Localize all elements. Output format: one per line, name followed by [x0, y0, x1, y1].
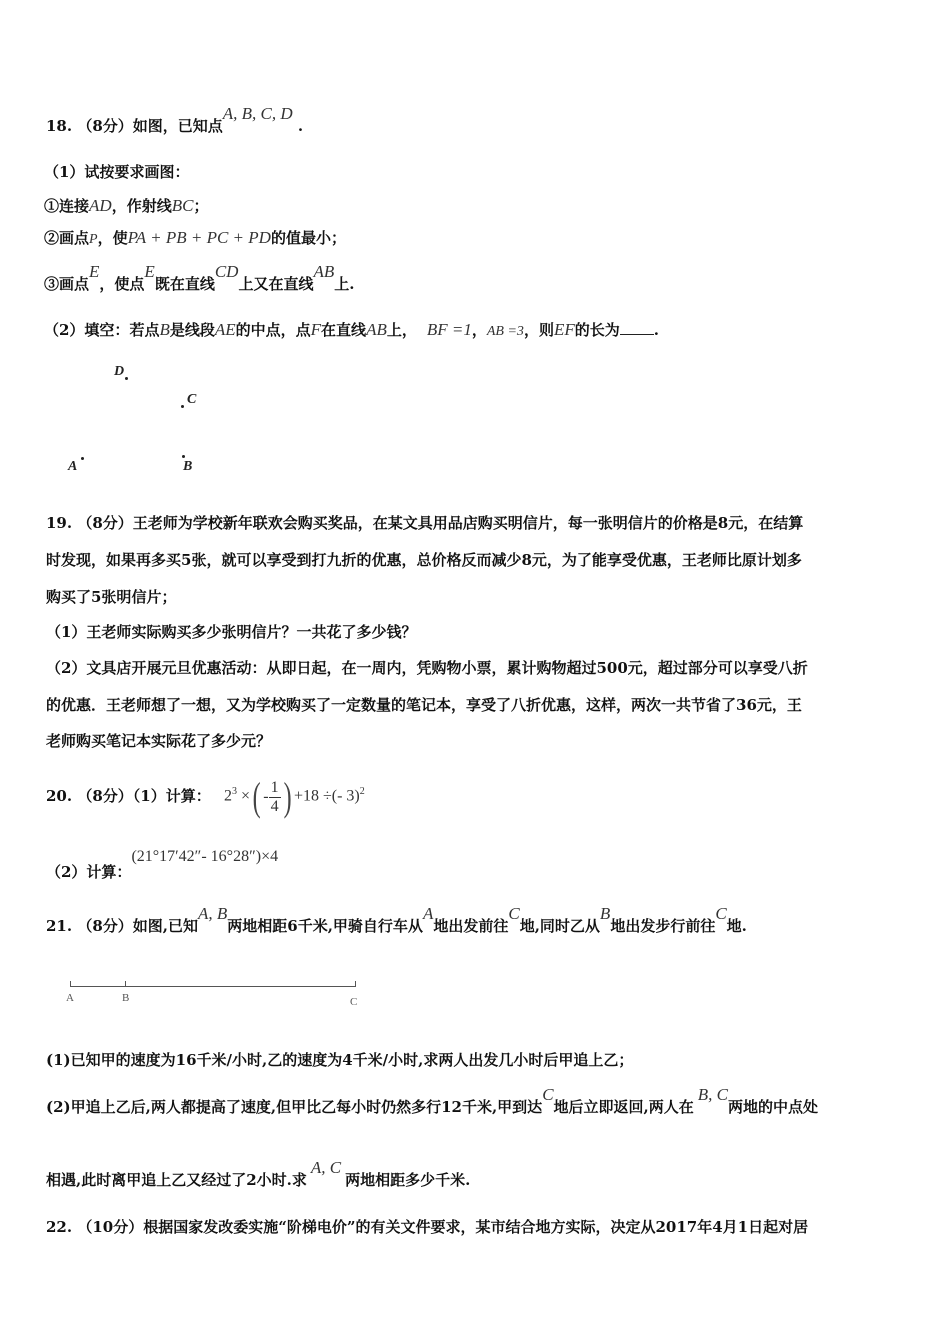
- point-a-label: A: [68, 459, 78, 474]
- q20-expression: $2^3$ ×( - $\frac{1}{4}$ ) +18 ÷(- 3)$^2$: [223, 774, 365, 819]
- label-a: A: [66, 992, 74, 1004]
- q18-part2: （2）填空：若点B是线段AE的中点，点F在直线AB上， BF =1，AB =3，则EF的长为 .: [44, 320, 659, 339]
- point-d-label: D: [114, 364, 125, 379]
- q21-part2-line1: (2)甲追上乙后,两人都提高了速度,但甲比乙每小时仍然多行12千米,甲到达C地后立即返回,两人在B, C两地的中点处: [46, 1085, 819, 1116]
- q18-part1-title: （1）试按要求画图：: [44, 163, 190, 181]
- answer-blank: [620, 320, 654, 335]
- right-paren: ): [283, 774, 292, 819]
- q20-part2: （2）计算：(21°17′42″- 16°28″)×4: [46, 848, 279, 881]
- q21-header: 21. （8分）如图,已知A, B两地相距6千米,甲骑自行车从A地出发前往C地,同时乙从B地出发步行前往C地.: [46, 904, 747, 935]
- point-c-dot: [181, 405, 184, 408]
- label-b: B: [122, 992, 130, 1004]
- label-c: C: [350, 996, 358, 1008]
- tick-a: [70, 981, 71, 987]
- tick-b: [125, 981, 126, 987]
- q19-part2-line2: 的优惠．王老师想了一想，又为学校购买了一定数量的笔记本，享受了八折优惠，这样，两次一共节省了36元，王: [46, 696, 802, 714]
- point-a-dot: [81, 457, 84, 460]
- q19-part2-line1: （2）文具店开展元旦优惠活动：从即日起，在一周内，凭购物小票，累计购物超过500元，超过部分可以享受八折: [46, 659, 808, 677]
- q18-step1: ①连接AD，作射线BC；: [44, 196, 209, 215]
- left-paren: (: [252, 774, 261, 819]
- point-b-dot: [182, 455, 185, 458]
- q19-line2: 时发现，如果再多买5张，就可以享受到打九折的优惠，总价格反而减少8元，为了能享受优惠，王老师比原计划多: [46, 551, 802, 569]
- q20-part1: 20. （8分）（1）计算： $2^3$ ×( - $\frac{1}{4}$ ) +18 ÷(- 3)$^2$: [46, 774, 365, 819]
- q18-step3: ③画点E，使点E既在直线CD上又在直线AB上.: [44, 262, 355, 293]
- point-b-label: B: [183, 459, 193, 474]
- segment-line: [70, 986, 356, 987]
- point-c-label: C: [187, 392, 197, 407]
- q18-step2: ②画点P，使PA + PB + PC + PD的值最小；: [44, 228, 346, 247]
- q21-part1: (1)已知甲的速度为16千米/小时,乙的速度为4千米/小时,求两人出发几小时后甲追上乙；: [46, 1051, 634, 1069]
- q18-points-math: A, B, C, D: [222, 104, 293, 123]
- q19-part1: （1）王老师实际购买多少张明信片？一共花了多少钱？: [46, 623, 417, 641]
- tick-c: [355, 981, 356, 987]
- q20-angle-expression: (21°17′42″- 16°28″)×4: [131, 848, 279, 865]
- q18-header: 18. （8分）如图，已知点A, B, C, D .: [46, 104, 304, 135]
- q22-line1: 22. （10分）根据国家发改委实施“阶梯电价”的有关文件要求，某市结合地方实际，决定从2017年4月1日起对居: [46, 1218, 809, 1236]
- q19-line3: 购买了5张明信片；: [46, 588, 177, 606]
- q21-part2-line2: 相遇,此时离甲追上乙又经过了2小时.求A, C两地相距多少千米.: [46, 1158, 471, 1189]
- q19-part2-line3: 老师购买笔记本实际花了多少元？: [46, 732, 272, 750]
- q19-line1: 19. （8分）王老师为学校新年联欢会购买奖品，在某文具用品店购买明信片，每一张明信片的价格是8元，在结算: [46, 514, 804, 532]
- fraction: $\frac{1}{4}$: [270, 778, 279, 815]
- point-d-dot: [125, 377, 128, 380]
